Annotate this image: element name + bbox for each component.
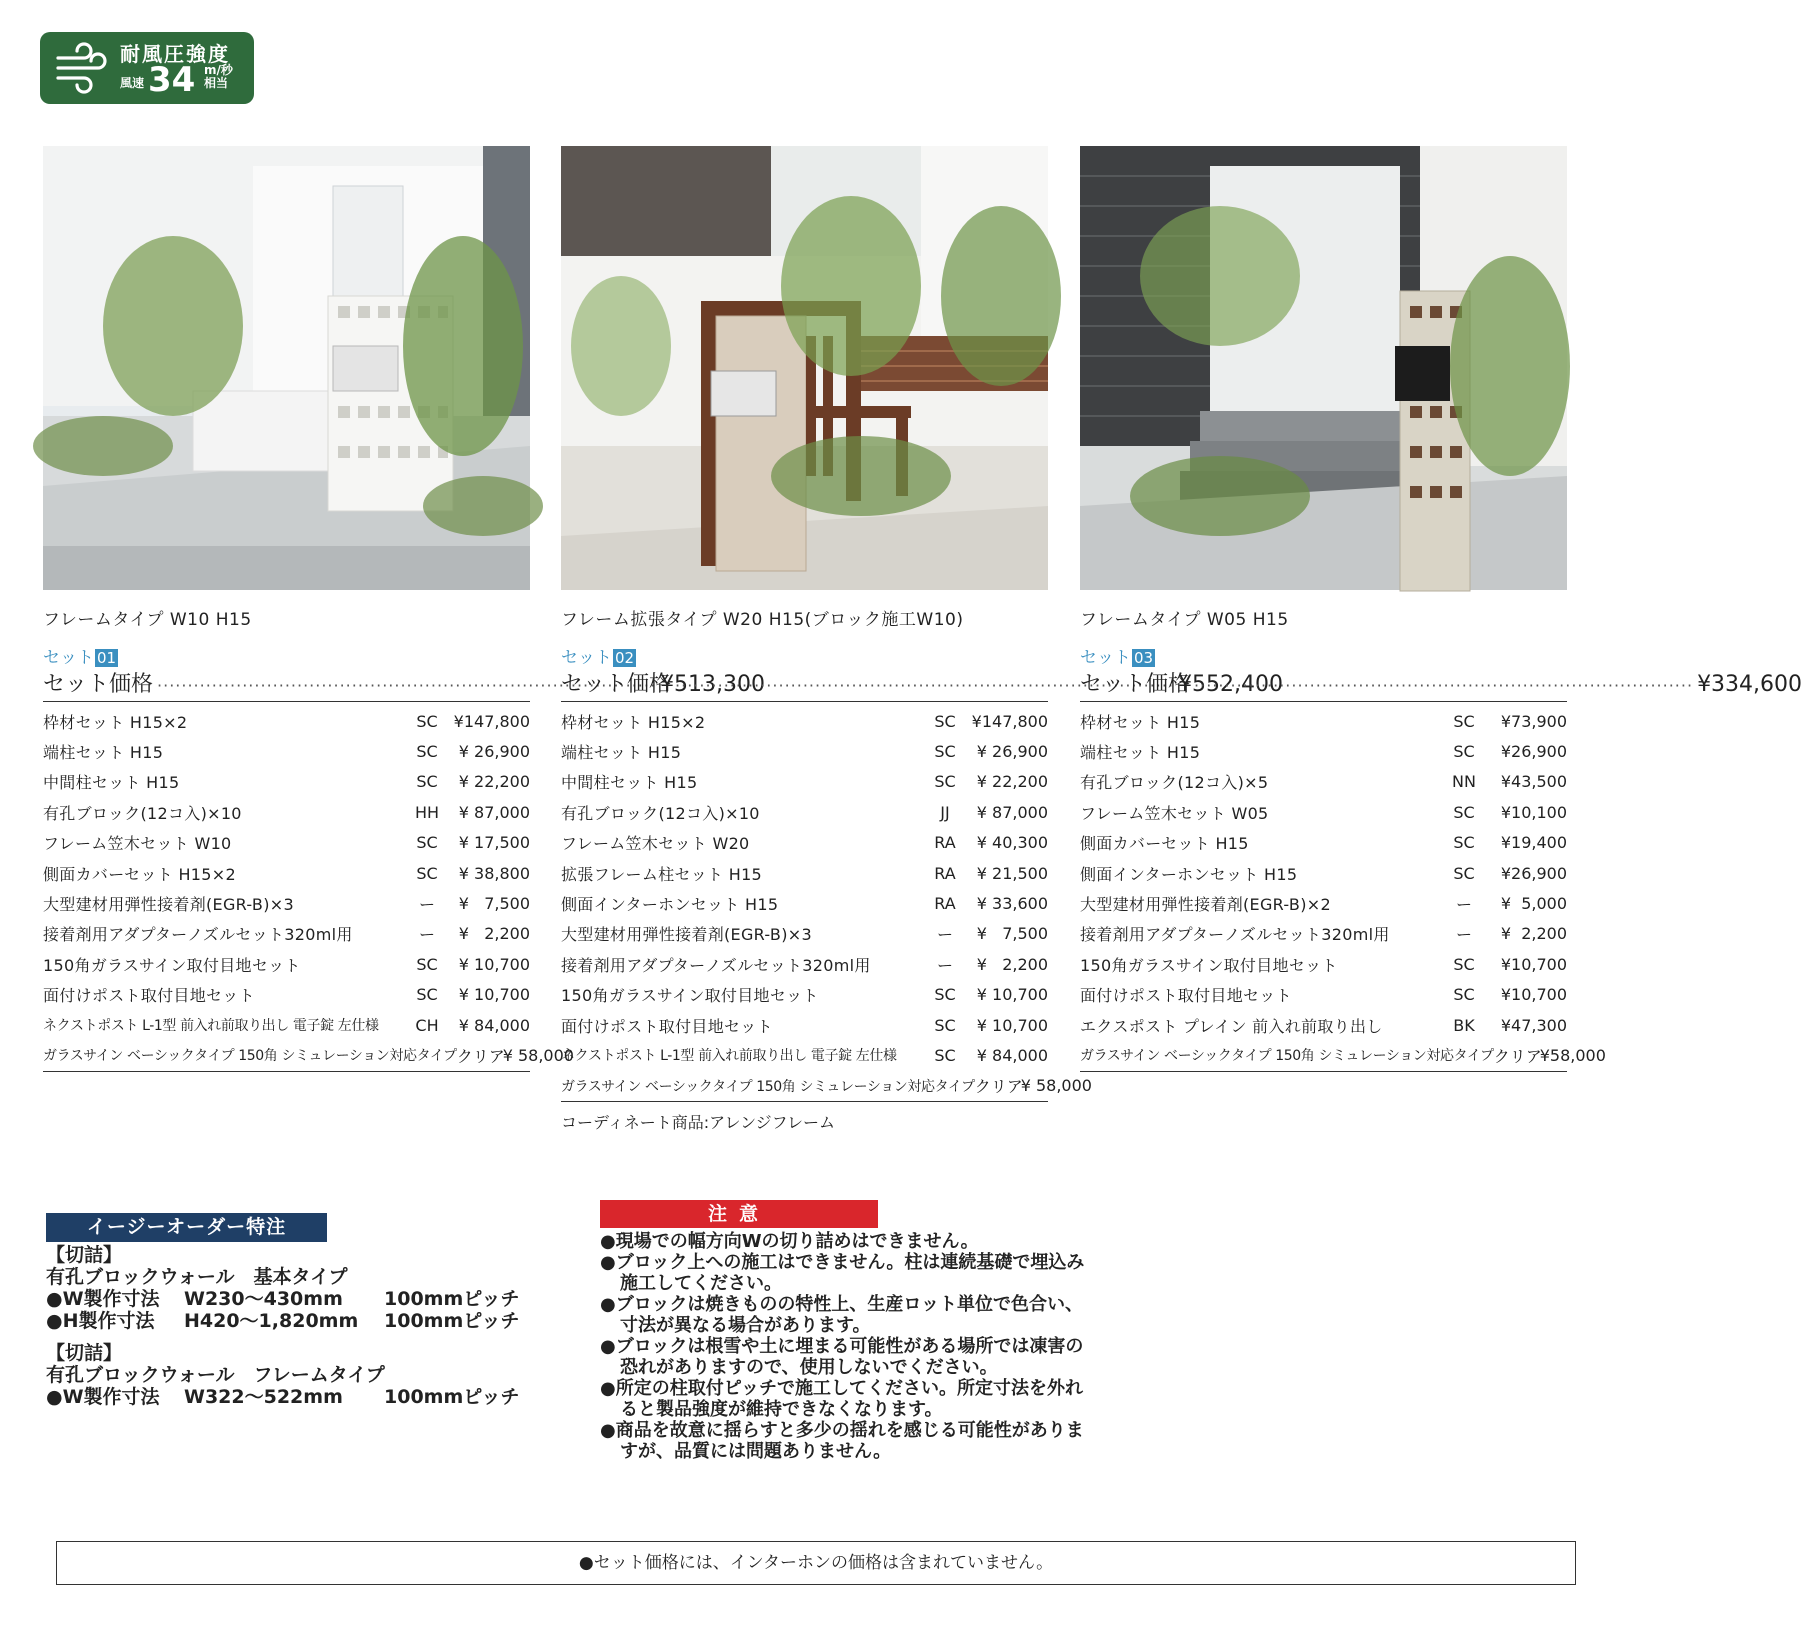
item-name: 面付けポスト取付目地セット xyxy=(43,986,255,1006)
item-row xyxy=(43,706,530,736)
item-list xyxy=(561,706,1092,1102)
item-price: ¥ 33,600 xyxy=(976,894,1048,914)
item-color-code: SC xyxy=(934,742,956,762)
easy-order-heading: 【切詰】 xyxy=(46,1342,123,1364)
item-price: ¥10,100 xyxy=(1500,802,1567,822)
badge-title: 耐風圧強度 xyxy=(120,42,230,66)
item-price: ¥26,900 xyxy=(1500,742,1567,762)
caution-item: ●商品を故意に揺らすと多少の揺れを感じる可能性がありますが、品質には問題ありません。 xyxy=(600,1420,1084,1462)
item-row xyxy=(561,1071,1092,1101)
item-name: フレーム笠木セット W10 xyxy=(43,834,232,854)
item-color-code: BK xyxy=(1453,1015,1475,1035)
caution-title: 注意 xyxy=(600,1200,878,1228)
item-color-code: SC xyxy=(934,772,956,792)
item-price: ¥43,500 xyxy=(1500,772,1567,792)
wind-pressure-badge xyxy=(40,32,254,104)
item-name: 端柱セット H15 xyxy=(561,743,682,763)
item-row xyxy=(43,767,530,797)
item-row xyxy=(561,736,1048,766)
item-price: ¥73,900 xyxy=(1500,711,1567,731)
item-name: 面付けポスト取付目地セット xyxy=(1080,986,1292,1006)
set-label: セット 02 xyxy=(561,648,635,668)
item-price: ¥ 7,500 xyxy=(976,924,1048,944)
item-row xyxy=(1080,1010,1567,1040)
item-price: ¥ 2,200 xyxy=(458,924,530,944)
item-color-code: SC xyxy=(934,1015,956,1035)
item-name: エクスポスト プレイン 前入れ前取り出し xyxy=(1080,1016,1383,1036)
product-column-3 xyxy=(1080,146,1802,1080)
easy-order-line: ●H製作寸法 H420〜1,820mm 100mmピッチ xyxy=(46,1310,520,1332)
item-price: ¥58,000 xyxy=(1539,1045,1606,1065)
set-price-row xyxy=(43,667,766,702)
item-color-code: RA xyxy=(934,833,956,853)
item-row xyxy=(561,828,1048,858)
item-row xyxy=(1080,736,1567,766)
set-price: ¥513,300 xyxy=(660,672,766,697)
item-name: 150角ガラスサイン取付目地セット xyxy=(43,955,301,975)
item-price: ¥19,400 xyxy=(1500,833,1567,853)
set-price-label: セット価格 xyxy=(1080,672,1191,697)
item-color-code: ー xyxy=(1455,925,1472,945)
item-color-code: SC xyxy=(416,863,438,883)
item-row xyxy=(1080,858,1567,888)
item-list xyxy=(43,706,574,1072)
set-price: ¥552,400 xyxy=(1178,672,1284,697)
item-list xyxy=(1080,706,1606,1072)
item-price: ¥ 2,200 xyxy=(1500,924,1567,944)
product-caption: フレームタイプ W05 H15 xyxy=(1080,610,1289,630)
item-row xyxy=(561,858,1048,888)
item-name: 端柱セット H15 xyxy=(1080,743,1201,763)
product-caption: フレームタイプ W10 H15 xyxy=(43,610,252,630)
set-label: セット 03 xyxy=(1080,648,1154,668)
item-row xyxy=(1080,797,1567,827)
item-name: 大型建材用弾性接着剤(EGR-B)×3 xyxy=(561,925,812,945)
item-color-code: RA xyxy=(934,894,956,914)
footer-note: ●セット価格には、インターホンの価格は含まれていません。 xyxy=(56,1541,1576,1585)
item-color-code: SC xyxy=(1453,985,1475,1005)
item-name: 150角ガラスサイン取付目地セット xyxy=(561,986,819,1006)
caution-item: ●現場での幅方向Wの切り詰めはできません。 xyxy=(600,1231,979,1252)
item-row xyxy=(1080,949,1567,979)
item-color-code: SC xyxy=(1453,711,1475,731)
leader-dots xyxy=(1194,676,1693,695)
set-price-label: セット価格 xyxy=(43,672,154,697)
item-price: ¥ 5,000 xyxy=(1500,894,1567,914)
item-price: ¥ 10,700 xyxy=(976,1015,1048,1035)
item-color-code: NN xyxy=(1452,772,1476,792)
item-row xyxy=(561,797,1048,827)
item-color-code: SC xyxy=(416,772,438,792)
caution-item: ●ブロック上への施工はできません。柱は連続基礎で埋込み施工してください。 xyxy=(600,1252,1085,1294)
easy-order-body xyxy=(46,1244,546,1408)
badge-wind-label: 風速 xyxy=(120,76,145,90)
item-name: 接着剤用アダプターノズルセット320ml用 xyxy=(43,925,353,945)
item-name: 側面カバーセット H15 xyxy=(1080,834,1249,854)
easy-order-subheading: 有孔ブロックウォール フレームタイプ xyxy=(46,1364,385,1386)
set-price: ¥334,600 xyxy=(1697,672,1802,697)
item-name: フレーム笠木セット W05 xyxy=(1080,803,1269,823)
item-name: ネクストポスト L-1型 前入れ前取り出し 電子錠 左仕様 xyxy=(561,1048,897,1065)
item-name: 有孔ブロック(12コ入)×5 xyxy=(1080,773,1269,793)
item-name: 接着剤用アダプターノズルセット320ml用 xyxy=(1080,925,1390,945)
item-color-code: ー xyxy=(418,925,435,945)
item-price: ¥ 2,200 xyxy=(976,954,1048,974)
item-price: ¥10,700 xyxy=(1500,985,1567,1005)
item-row xyxy=(1080,828,1567,858)
caution-item: ●ブロックは根雪や土に埋まる可能性がある場所では凍害の恐れがありますので、使用しないでください。 xyxy=(600,1336,1084,1378)
easy-order-line: ●W製作寸法 W322〜522mm 100mmピッチ xyxy=(46,1386,520,1408)
item-row xyxy=(43,980,530,1010)
item-price: ¥ 7,500 xyxy=(458,894,530,914)
caution-item: ●ブロックは焼きものの特性上、生産ロット単位で色合い、寸法が異なる場合があります。 xyxy=(600,1294,1083,1336)
easy-order-subheading: 有孔ブロックウォール 基本タイプ xyxy=(46,1266,348,1288)
item-row xyxy=(43,736,530,766)
item-row xyxy=(43,1040,574,1070)
item-price: ¥47,300 xyxy=(1500,1015,1567,1035)
item-color-code: クリア xyxy=(1493,1046,1542,1066)
set-price-label: セット価格 xyxy=(561,672,672,697)
item-price: ¥ 10,700 xyxy=(458,985,530,1005)
item-row xyxy=(561,919,1048,949)
item-row xyxy=(1080,1040,1606,1070)
item-price: ¥ 22,200 xyxy=(976,772,1048,792)
item-row xyxy=(561,1010,1048,1040)
item-price: ¥ 26,900 xyxy=(976,742,1048,762)
item-color-code: SC xyxy=(934,1045,956,1065)
item-name: フレーム笠木セット W20 xyxy=(561,834,750,854)
product-caption: フレーム拡張タイプ W20 H15(ブロック施工W10) xyxy=(561,610,964,630)
item-price: ¥10,700 xyxy=(1500,954,1567,974)
item-row xyxy=(43,919,530,949)
item-row xyxy=(1080,919,1567,949)
item-color-code: ー xyxy=(936,955,953,975)
item-row xyxy=(1080,767,1567,797)
item-color-code: SC xyxy=(1453,802,1475,822)
item-price: ¥147,800 xyxy=(453,711,530,731)
item-name: 有孔ブロック(12コ入)×10 xyxy=(561,803,760,823)
item-row xyxy=(43,1010,530,1040)
item-price: ¥ 84,000 xyxy=(458,1015,530,1035)
item-name: 大型建材用弾性接着剤(EGR-B)×2 xyxy=(1080,895,1331,915)
item-name: 150角ガラスサイン取付目地セット xyxy=(1080,955,1338,975)
item-price: ¥ 38,800 xyxy=(458,863,530,883)
item-color-code: SC xyxy=(416,742,438,762)
item-name: 枠材セット H15×2 xyxy=(561,712,706,732)
item-name: ガラスサイン ベーシックタイプ 150角 シミュレーション対応タイプ xyxy=(1080,1048,1494,1065)
item-color-code: SC xyxy=(416,985,438,1005)
item-color-code: CH xyxy=(415,1015,439,1035)
item-row xyxy=(43,797,530,827)
set-number: 03 xyxy=(1134,649,1154,667)
item-color-code: SC xyxy=(416,833,438,853)
wind-icon xyxy=(54,44,110,92)
item-price: ¥147,800 xyxy=(971,711,1048,731)
item-name: 中間柱セット H15 xyxy=(43,773,180,793)
set-label: セット 01 xyxy=(43,648,117,668)
item-price: ¥ 84,000 xyxy=(976,1045,1048,1065)
item-price: ¥ 17,500 xyxy=(458,833,530,853)
item-row xyxy=(43,949,530,979)
easy-order-heading: 【切詰】 xyxy=(46,1244,123,1266)
item-row xyxy=(561,767,1048,797)
product-photo-2 xyxy=(561,146,1048,590)
item-name: 拡張フレーム柱セット H15 xyxy=(561,864,763,884)
product-photo-1 xyxy=(43,146,530,590)
item-name: ネクストポスト L-1型 前入れ前取り出し 電子錠 左仕様 xyxy=(43,1018,379,1035)
item-row xyxy=(1080,980,1567,1010)
item-price: ¥ 10,700 xyxy=(976,985,1048,1005)
item-name: 端柱セット H15 xyxy=(43,743,164,763)
item-color-code: ー xyxy=(1455,895,1472,915)
item-row xyxy=(1080,888,1567,918)
item-color-code: ー xyxy=(936,925,953,945)
item-name: 側面インターホンセット H15 xyxy=(1080,864,1298,884)
item-color-code: SC xyxy=(934,711,956,731)
item-price: ¥ 87,000 xyxy=(976,802,1048,822)
item-name: 有孔ブロック(12コ入)×10 xyxy=(43,803,242,823)
item-price: ¥ 21,500 xyxy=(976,863,1048,883)
item-name: 中間柱セット H15 xyxy=(561,773,698,793)
set-price-row xyxy=(1080,667,1802,702)
item-color-code: SC xyxy=(416,954,438,974)
item-price: ¥ 40,300 xyxy=(976,833,1048,853)
item-price: ¥ 22,200 xyxy=(458,772,530,792)
item-row xyxy=(43,888,530,918)
item-color-code: ー xyxy=(418,895,435,915)
item-row xyxy=(1080,706,1567,736)
set-number: 01 xyxy=(97,649,117,667)
caution-item: ●所定の柱取付ピッチで施工してください。所定寸法を外れると製品強度が維持できなくなります。 xyxy=(600,1378,1083,1420)
item-price: ¥26,900 xyxy=(1500,863,1567,883)
item-name: 大型建材用弾性接着剤(EGR-B)×3 xyxy=(43,895,294,915)
item-color-code: JJ xyxy=(940,802,950,822)
item-color-code: SC xyxy=(1453,954,1475,974)
item-price: ¥ 10,700 xyxy=(458,954,530,974)
item-color-code: SC xyxy=(416,711,438,731)
item-name: 面付けポスト取付目地セット xyxy=(561,1016,773,1036)
badge-speed: 34 xyxy=(148,60,196,100)
item-name: 接着剤用アダプターノズルセット320ml用 xyxy=(561,955,871,975)
set-number: 02 xyxy=(615,649,635,667)
set-price-row xyxy=(561,667,1284,702)
item-row xyxy=(561,706,1048,736)
item-price: ¥ 87,000 xyxy=(458,802,530,822)
item-price: ¥ 58,000 xyxy=(502,1045,574,1065)
item-color-code: SC xyxy=(934,985,956,1005)
item-price: ¥ 26,900 xyxy=(458,742,530,762)
item-row xyxy=(43,858,530,888)
item-color-code: クリア xyxy=(456,1046,505,1066)
item-price: ¥ 58,000 xyxy=(1020,1076,1092,1096)
item-name: ガラスサイン ベーシックタイプ 150角 シミュレーション対応タイプ xyxy=(561,1078,975,1095)
easy-order-title: イージーオーダー特注 xyxy=(46,1213,327,1242)
item-row xyxy=(561,949,1048,979)
item-name: 側面カバーセット H15×2 xyxy=(43,864,236,884)
item-row xyxy=(43,828,530,858)
easy-order-line: ●W製作寸法 W230〜430mm 100mmピッチ xyxy=(46,1288,520,1310)
item-color-code: SC xyxy=(1453,863,1475,883)
item-row xyxy=(561,980,1048,1010)
item-row xyxy=(561,1040,1048,1070)
badge-unit: m/秒 相当 xyxy=(204,63,233,90)
item-color-code: RA xyxy=(934,863,956,883)
item-row xyxy=(561,888,1048,918)
coordinate-note: コーディネート商品:アレンジフレーム xyxy=(561,1113,836,1133)
item-name: 側面インターホンセット H15 xyxy=(561,895,779,915)
item-name: ガラスサイン ベーシックタイプ 150角 シミュレーション対応タイプ xyxy=(43,1048,457,1065)
item-name: 枠材セット H15×2 xyxy=(43,712,188,732)
item-color-code: HH xyxy=(414,802,440,822)
product-photo-3 xyxy=(1080,146,1567,590)
caution-list xyxy=(600,1231,1090,1462)
item-color-code: SC xyxy=(1453,742,1475,762)
item-color-code: SC xyxy=(1453,833,1475,853)
item-color-code: クリア xyxy=(974,1077,1023,1097)
item-name: 枠材セット H15 xyxy=(1080,712,1201,732)
